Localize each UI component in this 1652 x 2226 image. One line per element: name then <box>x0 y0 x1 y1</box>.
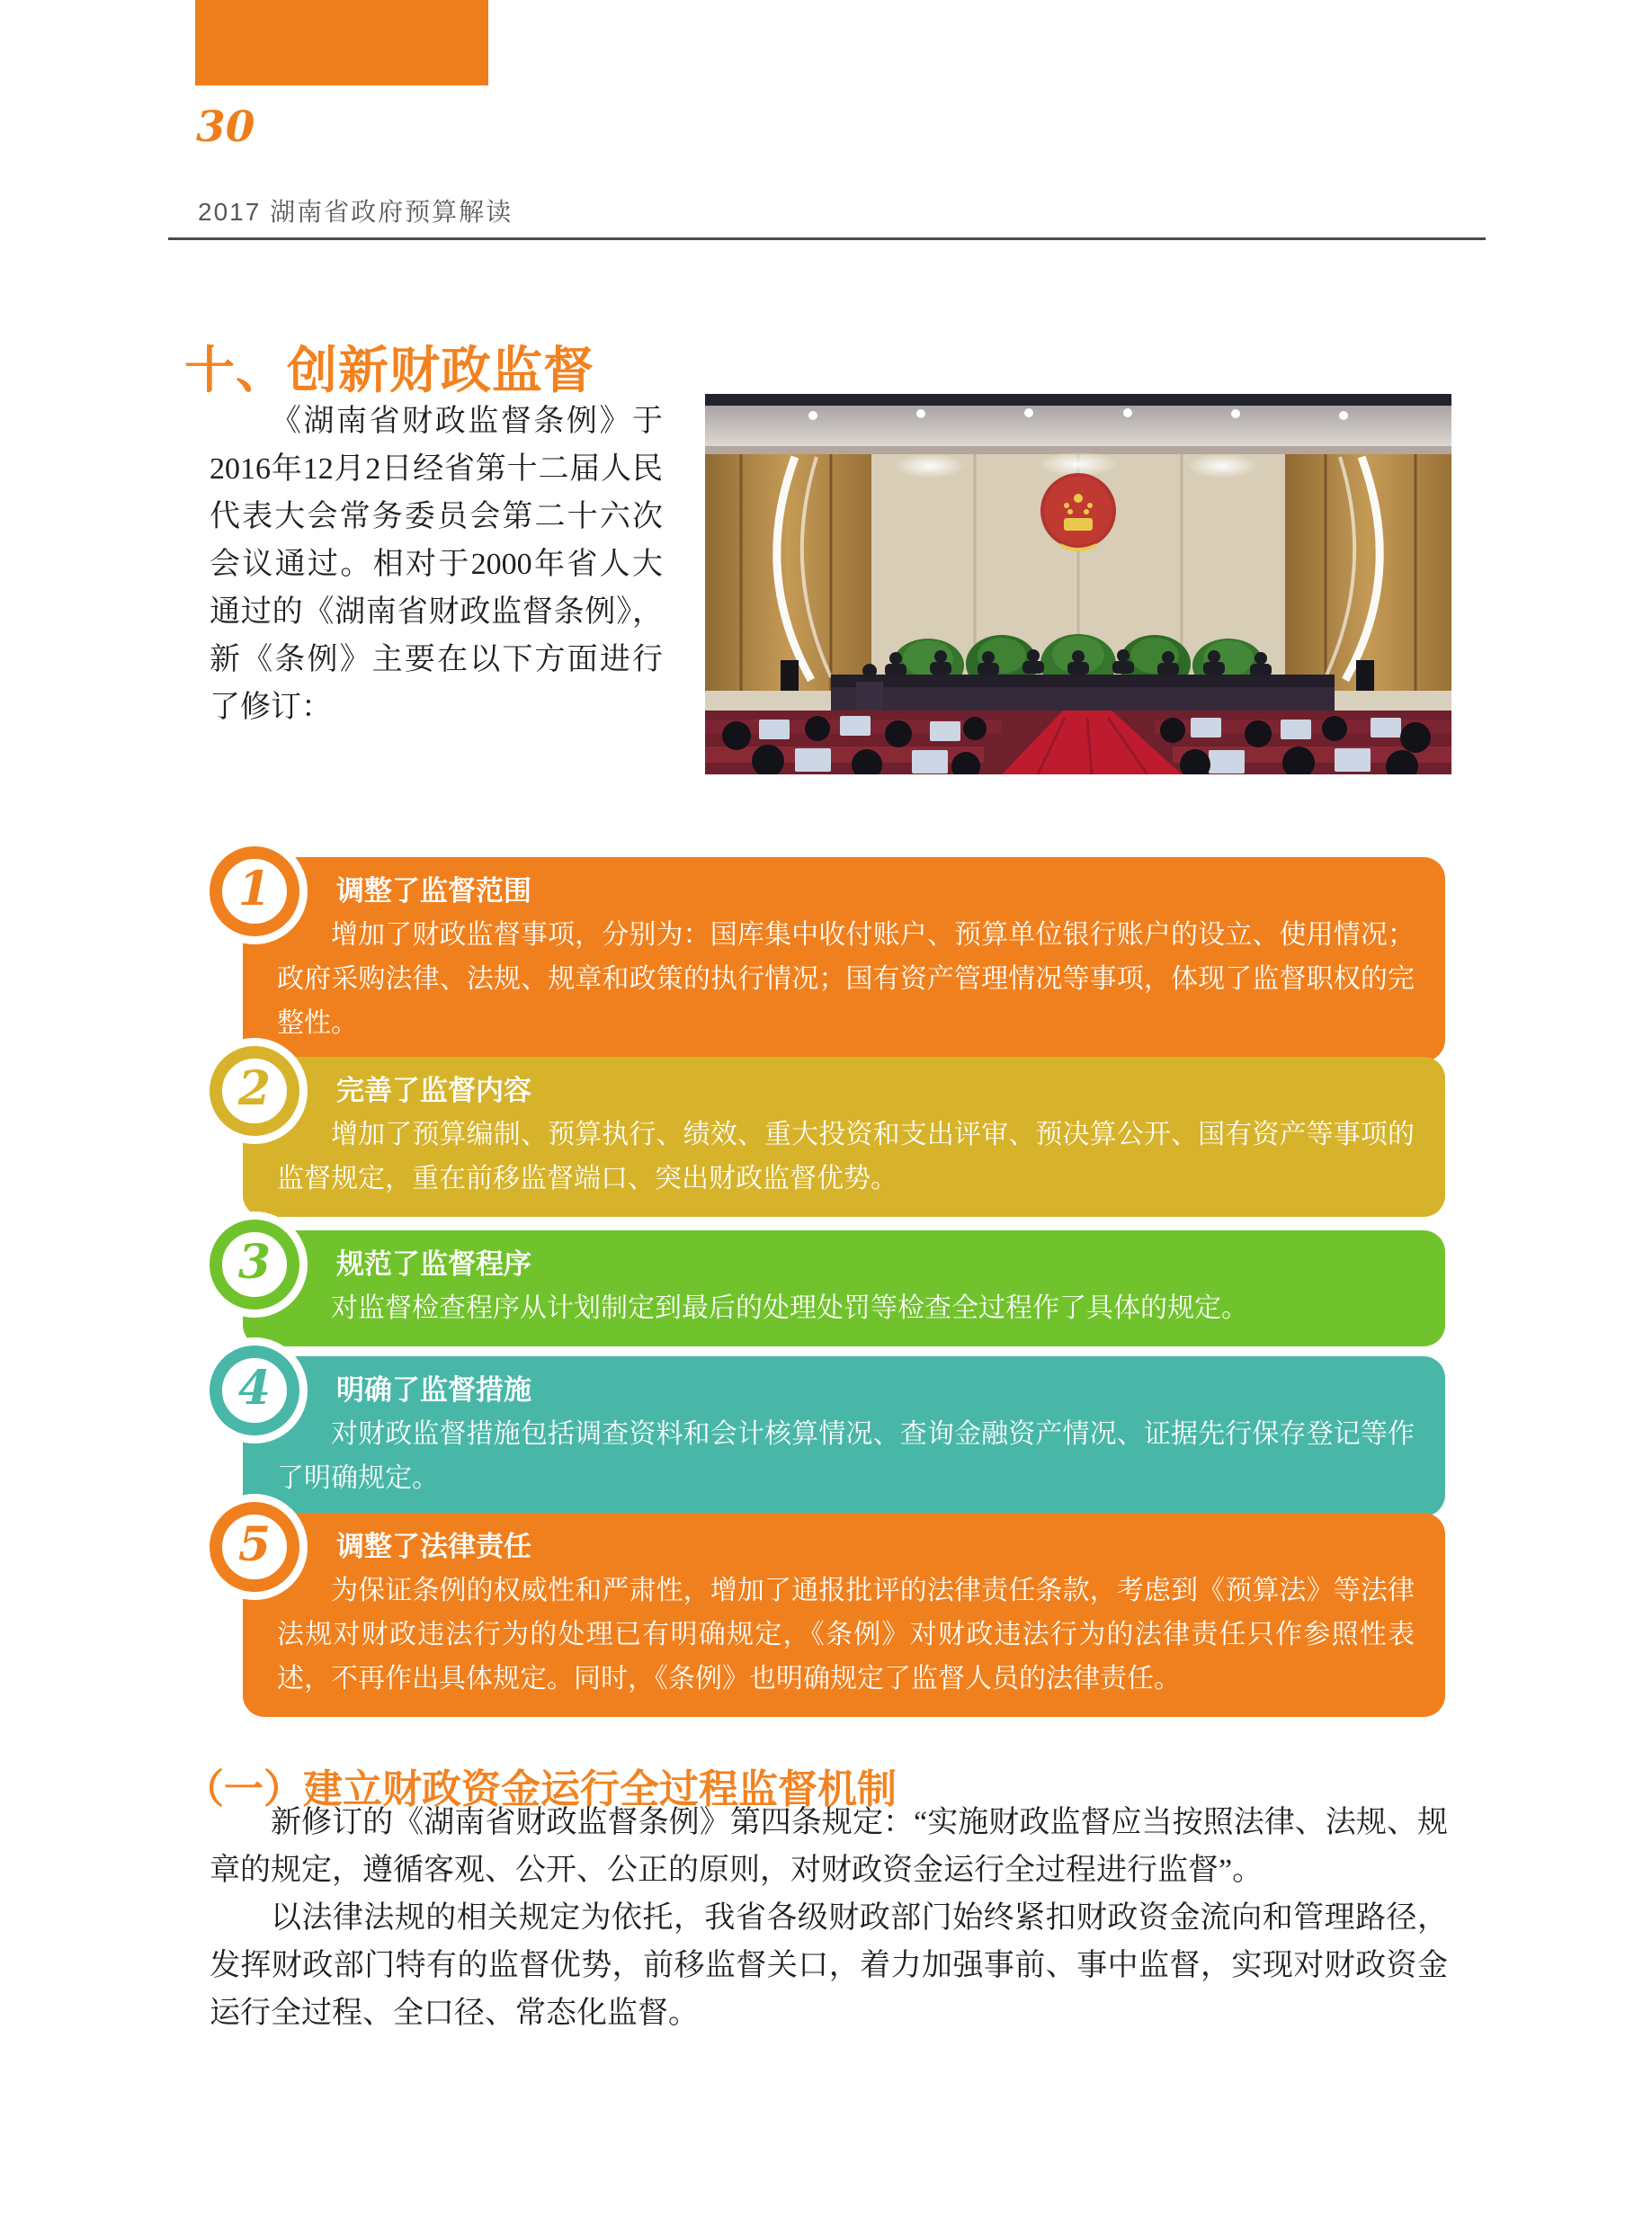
item-5-title: 调整了法律责任 <box>336 1531 531 1562</box>
highlight-item-4 <box>237 1356 1445 1516</box>
item-5-number: 5 <box>237 1517 272 1572</box>
highlight-item-3 <box>237 1230 1445 1346</box>
top-orange-block <box>195 0 488 85</box>
item-4-body: 对财政监督措施包括调查资料和会计核算情况、查询金融资产情况、证据先行保存登记等作了明确规定。 <box>277 1419 1415 1493</box>
item-4-number: 4 <box>237 1361 272 1416</box>
intro-paragraph: 《湖南省财政监督条例》于2016年12月2日经省第十二届人民代表大会常务委员会第二十六次会议通过。相对于2000年省人大通过的《湖南省财政监督条例》，新《条例》主要在以下方面进行了修订： <box>210 405 663 724</box>
item-4-number-badge <box>210 1345 299 1435</box>
highlight-item-5 <box>237 1513 1445 1717</box>
closing-paragraph-1: 新修订的《湖南省财政监督条例》第四条规定：“实施财政监督应当按照法律、法规、规章的规定，遵循客观、公开、公正的原则，对财政资金运行全过程进行监督”。 <box>210 1806 1448 1887</box>
item-1-body: 增加了财政监督事项，分别为：国库集中收付账户、预算单位银行账户的设立、使用情况；政府采购法律、法规、规章和政策的执行情况；国有资产管理情况等事项，体现了监督职权的完整性。 <box>277 920 1415 1038</box>
item-5-number-badge <box>210 1502 299 1592</box>
item-1-number-badge <box>210 846 299 936</box>
highlight-item-1 <box>237 857 1445 1061</box>
document-header: 2017 湖南省政府预算解读 <box>198 198 513 226</box>
item-2-body: 增加了预算编制、预算执行、绩效、重大投资和支出评审、预决算公开、国有资产等事项的监督规定，重在前移监督端口、突出财政监督优势。 <box>277 1120 1415 1193</box>
item-2-title: 完善了监督内容 <box>336 1075 531 1106</box>
item-1-title: 调整了监督范围 <box>336 875 531 907</box>
closing-paragraph-2: 以法律法规的相关规定为依托，我省各级财政部门始终紧扣财政资金流向和管理路径，发挥财政部门特有的监督优势，前移监督关口，着力加强事前、事中监督，实现对财政资金运行全过程、全口径、常态化监督。 <box>210 1901 1448 2030</box>
item-1-number: 1 <box>237 862 272 916</box>
item-3-title: 规范了监督程序 <box>336 1248 531 1280</box>
item-2-number: 2 <box>237 1061 272 1116</box>
header-divider <box>168 237 1486 240</box>
closing-paragraphs <box>210 1799 1448 2037</box>
section-title: 十、创新财政监督 <box>184 341 594 398</box>
item-3-body: 对监督检查程序从计划制定到最后的处理处罚等检查全过程作了具体的规定。 <box>331 1293 1248 1323</box>
item-3-number: 3 <box>237 1235 272 1290</box>
conference-hall-photo <box>705 394 1451 774</box>
subsection-title: （一）建立财政资金运行全过程监督机制 <box>184 1766 897 1811</box>
item-5-body: 为保证条例的权威性和严肃性，增加了通报批评的法律责任条款，考虑到《预算法》等法律法规对财政违法行为的处理已有明确规定，《条例》对财政违法行为的法律责任只作参照性表述，不再作出具体规定。同时，《条例》也明确规定了监督人员的法律责任。 <box>277 1576 1415 1694</box>
highlight-item-2 <box>237 1057 1445 1217</box>
item-2-number-badge <box>210 1046 299 1136</box>
page-number: 30 <box>196 103 255 152</box>
item-3-number-badge <box>210 1220 299 1310</box>
item-4-title: 明确了监督措施 <box>336 1374 531 1406</box>
conference-hall-illustration <box>705 394 1451 774</box>
